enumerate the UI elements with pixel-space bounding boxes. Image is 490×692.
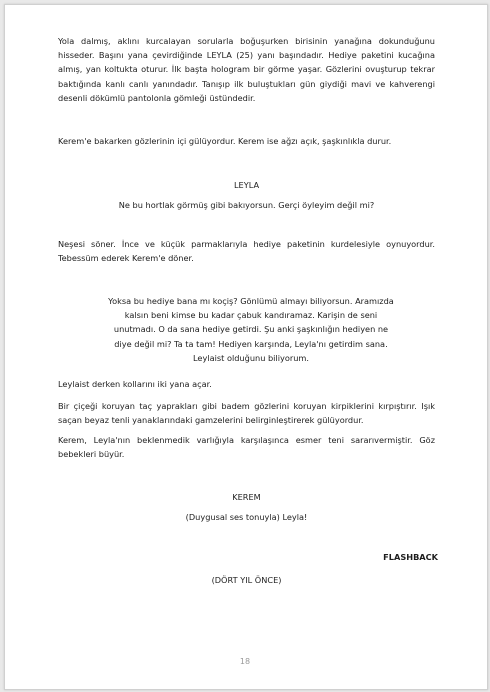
character-name-leyla: LEYLA [233,180,260,190]
action-paragraph-2: Kerem'e bakarken gözlerinin içi gülüyordur. Kerem ise ağzı açık, şaşkınlıkla durur. [58,136,392,146]
dialogue-kerem: (Duygusal ses tonuyla) Leyla! [185,512,308,522]
dialogue-leyla-2: Yoksa bu hediye bana mı koçiş? Gönlümü almayı biliyorsun. Aramızda kalsın beni kimse bu kadar çabuk kandıramaz. Karişin de seni unutmadı. O da sana hediye getirdi. Şu anki şaşkınlığın hediyen ne diye değil mi? Ta ta tam! Hediyen karşında, Leyla'nı getirdim sana. Leylaist olduğunu biliyorum. [108,296,394,363]
scene-heading: (DÖRT YIL ÖNCE) [211,575,282,585]
action-paragraph-5: Bir çiçeği koruyan taç yaprakları gibi badem gözlerini koruyan kirpiklerini kırpıştırır. Işık saçan beyaz tenli yanaklarındaki gamzelerini belirginleştirerek gülüyordur. [58,401,435,426]
transition-flashback: FLASHBACK [383,552,438,562]
action-paragraph-1: Yola dalmış, aklını kurcalayan sorularla boğuşurken birisinin yanağına dokunduğunu hisseder. Başını yana çevirdiğinde LEYLA (25) yanı başındadır. Hediye paketini kucağına almış, yan koltukta oturur. İlk başta hologram bir görme yaşar. Gözlerini ovuşturup tekrar baktığında kanlı canlı yanındadır. Tanışıp ilk buluştukları gün giydiği mavi ve kahverengi desenli dökümlü pantolonla gömleği üstündedir. [58,36,435,103]
dialogue-leyla-1: Ne bu hortlak görmüş gibi bakıyorsun. Gerçi öyleyim değil mi? [118,200,375,210]
character-name-kerem: KEREM [232,492,261,502]
action-paragraph-4: Leylaist derken kollarını iki yana açar. [58,379,212,389]
page-number: 18 [239,657,251,666]
action-paragraph-3: Neşesi söner. İnce ve küçük parmaklarıyla hediye paketinin kurdelesiyle oynuyordur. Tebessüm ederek Kerem'e döner. [58,239,435,264]
action-paragraph-6: Kerem, Leyla'nın beklenmedik varlığıyla karşılaşınca esmer teni sararıvermiştir. Göz bebekleri büyür. [58,435,435,460]
